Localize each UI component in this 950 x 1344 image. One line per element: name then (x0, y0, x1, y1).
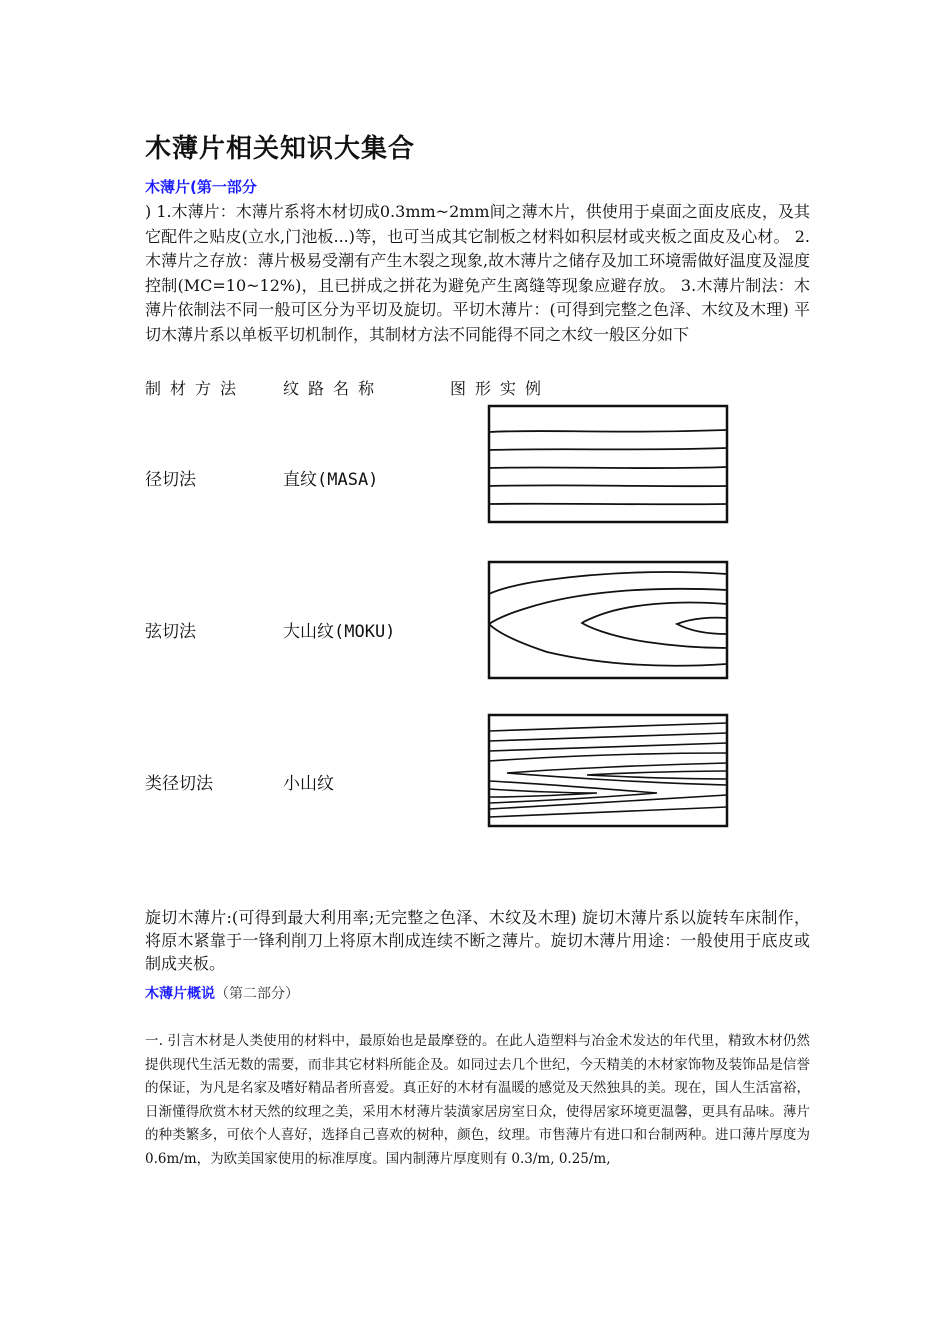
rotary-cut-paragraph: 旋切木薄片:(可得到最大利用率;无完整之色泽、木纹及木理) 旋切木薄片系以旋转车床制作，将原木紧靠于一锋利削刀上将原木削成连续不断之薄片。旋切木薄片用途：一般使用于底皮或制成夹板。 (145, 908, 810, 973)
overview-paragraph: 一. 引言木材是人类使用的材料中，最原始也是最摩登的。在此人造塑料与冶金术发达的年代里，精致木材仍然提供现代生活无数的需要，而非其它材料所能企及。如同过去几个世纪，今天精美的木材家饰物及装饰品是信誉的保证，为凡是名家及嗜好精品者所喜爱。真正好的木材有温暖的感觉及天然独具的美。现在，国人生活富裕，日渐懂得欣赏木材天然的纹理之美，采用木材薄片装潢家居房室日众，使得居家环境更温馨，更具有品味。薄片的种类繁多，可依个人喜好，选择自己喜欢的树种，颜色，纹理。市售薄片有进口和台制两种。进口薄片厚度为0.6m/m，为欧美国家使用的标准厚度。国内制薄片厚度则有 0.3/m, 0.25/m, (145, 1033, 810, 1167)
intro-paragraph: ) 1.木薄片：木薄片系将木材切成0.3mm~2mm间之薄木片，供使用于桌面之面皮底皮，及其它配件之贴皮(立水,门池板...)等，也可当成其它制板之材料如积层材或夹板之面皮及心材。 2.木薄片之存放：薄片极易受潮有产生木裂之现象,故木薄片之储存及加工环境需做好温度及湿度控制(MC=10~12%)，且已拼成之拼花为避免产生离缝等现象应避存放。 3.木薄片制法：木薄片依制法不同一般可区分为平切及旋切。平切木薄片：(可得到完整之色泽、木纹及木理) 平切木薄片系以单板平切机制作，其制材方法不同能得不同之木纹一般区分如下 (145, 202, 810, 344)
column-header-grain: 纹路名称 (283, 379, 384, 398)
section-2-subtitle: （第二部分） (215, 986, 299, 1002)
row-grain-2: 大山纹(MOKU) (283, 622, 396, 642)
row-method-1: 径切法 (145, 470, 196, 490)
row-method-2: 弦切法 (145, 622, 196, 642)
column-header-figure: 图形实例 (450, 379, 551, 398)
row-grain-3: 小山纹 (283, 774, 334, 794)
straight-grain-icon (487, 404, 729, 524)
row-grain-1: 直纹(MASA) (283, 470, 379, 490)
cathedral-grain-icon (487, 560, 729, 680)
section-2-title: 木薄片概说 (145, 986, 215, 1002)
page-title: 木薄片相关知识大集合 (145, 134, 416, 164)
column-header-method: 制材方法 (145, 379, 246, 398)
row-method-3: 类径切法 (145, 774, 213, 794)
section-2-heading (145, 983, 299, 1003)
section-1-heading: 木薄片(第一部分 (145, 178, 257, 196)
small-cathedral-grain-icon (487, 713, 729, 828)
